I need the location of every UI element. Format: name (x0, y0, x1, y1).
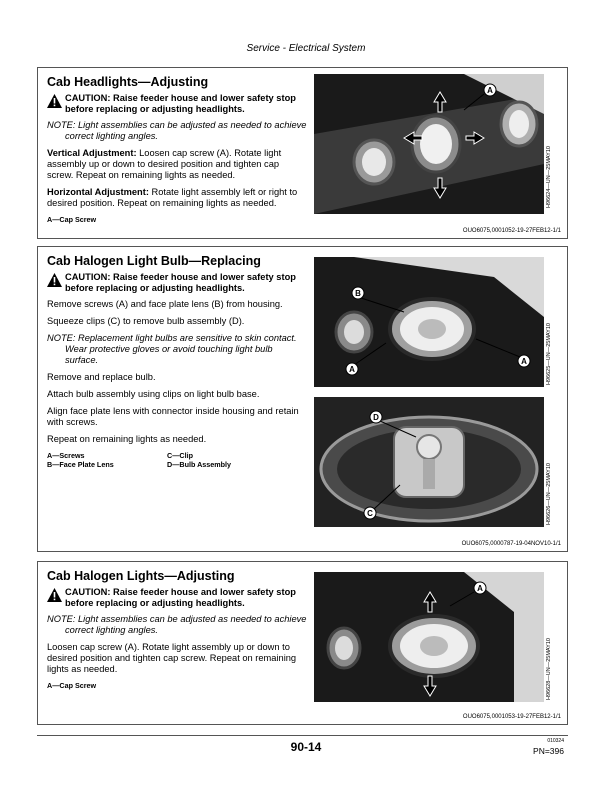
step-text: Remove and replace bulb. (47, 372, 156, 382)
section-halogen-bulb-replacing (37, 246, 568, 552)
running-title: Service - Electrical System (246, 43, 366, 54)
note-text: NOTE: Light assemblies can be adjusted as needed to achieve correct lighting angles. (47, 614, 307, 635)
legend-item: C—Clip (167, 451, 193, 460)
legend-item: B—Face Plate Lens (47, 460, 114, 469)
vertical-adjustment-text: Loosen cap screw (A). Rotate light assembly up or down to desired position and tighten cap screw. Repeat on remaining lights as needed. (47, 148, 282, 180)
horizontal-adjustment-paragraph (47, 187, 307, 209)
section-text (47, 75, 307, 224)
callout-a-label: A (349, 365, 355, 374)
bulb-housing-photo (314, 257, 544, 387)
halogen-adjust-photo (314, 572, 544, 702)
legend: A—Cap Screw (47, 681, 97, 690)
warning-icon (47, 588, 62, 602)
photo-id: H96628—UN—25MAY10 (546, 638, 552, 700)
document-code: OUO6075,0001053-19-27FEB12-1/1 (462, 714, 561, 720)
section-title: Cab Halogen Light Bulb—Replacing (47, 254, 261, 268)
photo-id: H96626—UN—25MAY10 (546, 463, 552, 525)
document-code: OUO6075,0001052-19-27FEB12-1/1 (462, 228, 561, 234)
section-text (47, 254, 307, 469)
horizontal-adjustment-text: Rotate light assembly left or right to desired position. Repeat on remaining lights as needed. (47, 187, 298, 208)
headlight-photo (314, 74, 544, 214)
bulb-assembly-photo (314, 397, 544, 527)
legend-item: D—Bulb Assembly (167, 460, 232, 469)
callout-a-label: A (477, 584, 483, 593)
note-text: NOTE: Light assemblies can be adjusted as needed to achieve correct lighting angles. (47, 120, 307, 141)
callout-d-label: D (373, 413, 379, 422)
caution-text: CAUTION: Raise feeder house and lower safety stop before replacing or adjusting headlights. (65, 272, 296, 293)
warning-icon (47, 94, 62, 108)
caution-text: CAUTION: Raise feeder house and lower safety stop before replacing or adjusting headlights. (65, 587, 296, 608)
legend-item: A—Screws (47, 451, 85, 460)
section-title: Cab Headlights—Adjusting (47, 75, 209, 89)
legend: A—Cap Screw (47, 215, 97, 224)
footer-date-code: 010324 (547, 738, 564, 744)
body-text: Loosen cap screw (A). Rotate light assembly up or down to desired position and tighten cap screw. Repeat on remaining lights as needed. (47, 642, 297, 674)
page-number: 90-14 (290, 740, 322, 754)
caution-block (47, 272, 307, 294)
footer-divider (37, 735, 568, 736)
legend (47, 451, 307, 469)
step-text: Squeeze clips (C) to remove bulb assembly (D). (47, 316, 245, 326)
callout-c-label: C (367, 509, 373, 518)
section-text (47, 569, 307, 690)
caution-block (47, 587, 307, 609)
document-code: OUO6075,0000787-19-04NOV10-1/1 (461, 541, 561, 547)
warning-icon (47, 273, 62, 287)
caution-text: CAUTION: Raise feeder house and lower safety stop before replacing or adjusting headlights. (65, 93, 296, 114)
section-cab-headlights-adjusting (37, 67, 568, 239)
step-text: Attach bulb assembly using clips on light bulb base. (47, 389, 260, 399)
caution-block (47, 93, 307, 115)
vertical-adjustment-label: Vertical Adjustment: (47, 148, 137, 158)
step-text: Remove screws (A) and face plate lens (B) from housing. (47, 299, 283, 309)
callout-a-label: A (487, 86, 493, 95)
callout-b-label: B (355, 289, 361, 298)
footer-pn: PN=396 (533, 746, 564, 756)
callout-a-label: A (521, 357, 527, 366)
step-text: Repeat on remaining lights as needed. (47, 434, 207, 444)
photo-id: H96624—UN—25MAY10 (546, 146, 552, 208)
section-title: Cab Halogen Lights—Adjusting (47, 569, 235, 583)
vertical-adjustment-paragraph (47, 148, 307, 181)
step-text: Align face plate lens with connector inside housing and retain with screws. (47, 406, 299, 427)
horizontal-adjustment-label: Horizontal Adjustment: (47, 187, 149, 197)
photo-id: H96625—UN—25MAY10 (546, 323, 552, 385)
section-halogen-lights-adjusting (37, 561, 568, 725)
note-text: NOTE: Replacement light bulbs are sensitive to skin contact. Wear protective gloves or avoid touching light bulb surface. (47, 333, 297, 365)
